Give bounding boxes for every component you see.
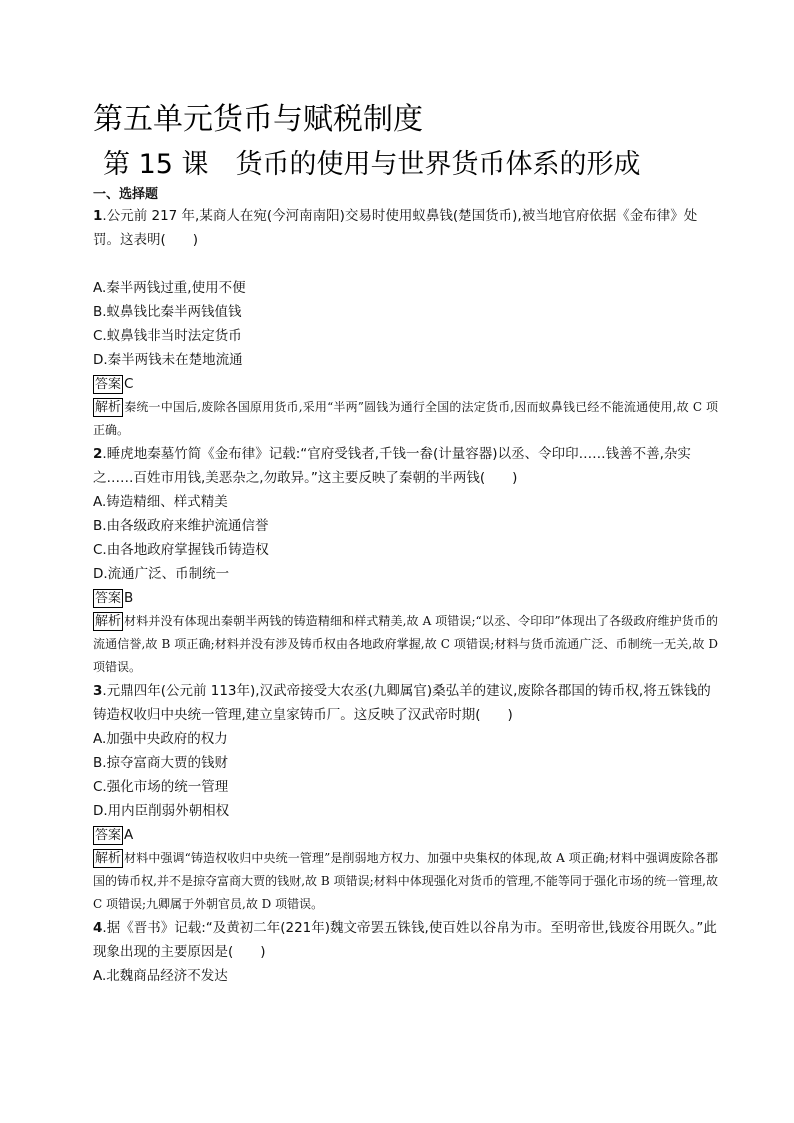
question-number: 4	[93, 920, 103, 936]
option-b: B.蚁鼻钱比秦半两钱值钱	[93, 304, 242, 320]
question-number: 2	[93, 446, 103, 462]
question-stem	[93, 204, 718, 252]
answer-line	[93, 823, 718, 847]
question-1	[93, 204, 718, 442]
option-c: C.强化市场的统一管理	[93, 779, 229, 795]
question-number: 3	[93, 683, 103, 699]
answer-tag: 答案	[95, 828, 122, 843]
option-d: D.流通广泛、币制统一	[93, 566, 230, 582]
question-text: .睡虎地秦墓竹简《金布律》记载:“官府受钱者,千钱一畚(计量容器)以丞、令印印……钱善不善,杂实之……百姓市用钱,美恶杂之,勿敢异。”这主要反映了秦朝的半两钱( )	[93, 446, 691, 486]
analysis-text: 秦统一中国后,废除各国原用货币,采用“半两”圆钱为通行全国的法定货币,因而蚁鼻钱已经不能流通使用,故 C 项正确。	[93, 400, 718, 437]
analysis-tag: 解析	[95, 400, 122, 415]
question-4	[93, 916, 718, 988]
option-c: C.蚁鼻钱非当时法定货币	[93, 328, 242, 344]
option-d: D.用内臣削弱外朝相权	[93, 803, 230, 819]
option-a: A.加强中央政府的权力	[93, 731, 228, 747]
analysis-line	[93, 610, 718, 679]
answer-tag: 答案	[95, 377, 122, 392]
question-number: 1	[93, 208, 103, 224]
analysis-text: 材料中强调“铸造权收归中央统一管理”是削弱地方权力、加强中央集权的体现,故 A 项正确;材料中强调废除各郡国的铸币权,并不是掠夺富商大贾的钱财,故 B 项错误;材料中体现强化对货币的管理,不能等同于强化市场的统一管理,故 C 项错误;九卿属于外朝官员,故 D 项错误。	[93, 851, 718, 911]
analysis-line	[93, 396, 718, 442]
option-b: B.由各级政府来维护流通信誉	[93, 518, 269, 534]
answer-line	[93, 586, 718, 610]
question-text: .元鼎四年(公元前 113年),汉武帝接受大农丞(九卿属官)桑弘羊的建议,废除各郡国的铸币权,将五铢钱的铸造权收归中央统一管理,建立皇家铸币厂。这反映了汉武帝时期( )	[93, 683, 711, 723]
question-stem	[93, 442, 718, 490]
option-c: C.由各地政府掌握钱币铸造权	[93, 542, 269, 558]
analysis-text: 材料并没有体现出秦朝半两钱的铸造精细和样式精美,故 A 项错误;“以丞、令印印”体现出了各级政府维护货币的流通信誉,故 B 项正确;材料并没有涉及铸币权由各地政府掌握,故 C 项错误;材料与货币流通广泛、币制统一无关,故 D 项错误。	[93, 614, 718, 674]
option-a: A.铸造精细、样式精美	[93, 494, 228, 510]
question-3	[93, 679, 718, 916]
answer-value: C	[124, 376, 134, 392]
question-text: .公元前 217 年,某商人在宛(今河南南阳)交易时使用蚁鼻钱(楚国货币),被当地官府依据《金布律》处罚。这表明( )	[93, 208, 698, 248]
document-page	[93, 100, 718, 988]
section-title: 一、选择题	[93, 187, 159, 202]
answer-tag: 答案	[95, 591, 122, 606]
answer-value: A	[124, 827, 134, 843]
option-a: A.北魏商品经济不发达	[93, 968, 228, 984]
answer-value: B	[124, 590, 134, 606]
option-a: A.秦半两钱过重,使用不便	[93, 280, 246, 296]
analysis-tag: 解析	[95, 614, 122, 629]
question-stem	[93, 916, 718, 964]
unit-title: 第五单元货币与赋税制度	[93, 102, 423, 137]
option-d: D.秦半两钱未在楚地流通	[93, 352, 243, 368]
question-text: .据《晋书》记载:“及黄初二年(221年)魏文帝罢五铢钱,使百姓以谷帛为市。至明帝世,钱废谷用既久。”此现象出现的主要原因是( )	[93, 920, 717, 960]
spacer	[93, 252, 718, 276]
lesson-title: 第 15 课 货币的使用与世界货币体系的形成	[103, 149, 641, 180]
option-b: B.掠夺富商大贾的钱财	[93, 755, 229, 771]
analysis-tag: 解析	[95, 851, 122, 866]
question-2	[93, 442, 718, 679]
question-stem	[93, 679, 718, 727]
analysis-line	[93, 847, 718, 916]
answer-line	[93, 372, 718, 396]
